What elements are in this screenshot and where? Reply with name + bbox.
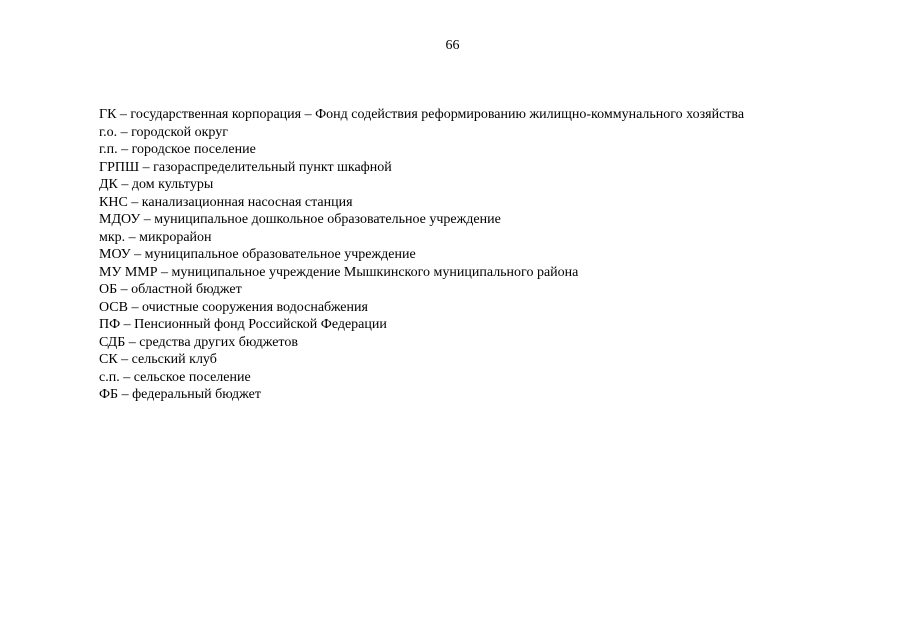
- abbreviation-item: г.о. – городской округ: [99, 124, 228, 140]
- abbreviation-item: КНС – канализационная насосная станция: [99, 194, 353, 210]
- abbreviation-list: [99, 106, 889, 404]
- page-number: 66: [445, 38, 460, 53]
- abbreviation-item: ОБ – областной бюджет: [99, 282, 242, 297]
- abbreviation-item: ГК – государственная корпорация – Фонд содействия реформированию жилищно-коммунального хозяйства: [99, 107, 745, 122]
- abbreviation-item: СК – сельский клуб: [99, 352, 217, 367]
- abbreviation-item: ФБ – федеральный бюджет: [99, 387, 261, 402]
- abbreviation-item: МУ ММР – муниципальное учреждение Мышкинского муниципального района: [99, 264, 579, 280]
- abbreviation-item: мкр. – микрорайон: [99, 229, 212, 245]
- abbreviation-item: ГРПШ – газораспределительный пункт шкафной: [99, 159, 392, 175]
- abbreviation-item: МОУ – муниципальное образовательное учреждение: [99, 247, 416, 262]
- abbreviation-item: г.п. – городское поселение: [99, 142, 256, 157]
- abbreviation-item: с.п. – сельское поселение: [99, 369, 251, 385]
- abbreviation-item: МДОУ – муниципальное дошкольное образовательное учреждение: [99, 212, 501, 227]
- abbreviation-item: ОСВ – очистные сооружения водоснабжения: [99, 299, 368, 315]
- abbreviation-item: ДК – дом культуры: [99, 177, 214, 192]
- abbreviation-item: СДБ – средства других бюджетов: [99, 334, 298, 350]
- abbreviation-item: ПФ – Пенсионный фонд Российской Федерации: [99, 317, 387, 332]
